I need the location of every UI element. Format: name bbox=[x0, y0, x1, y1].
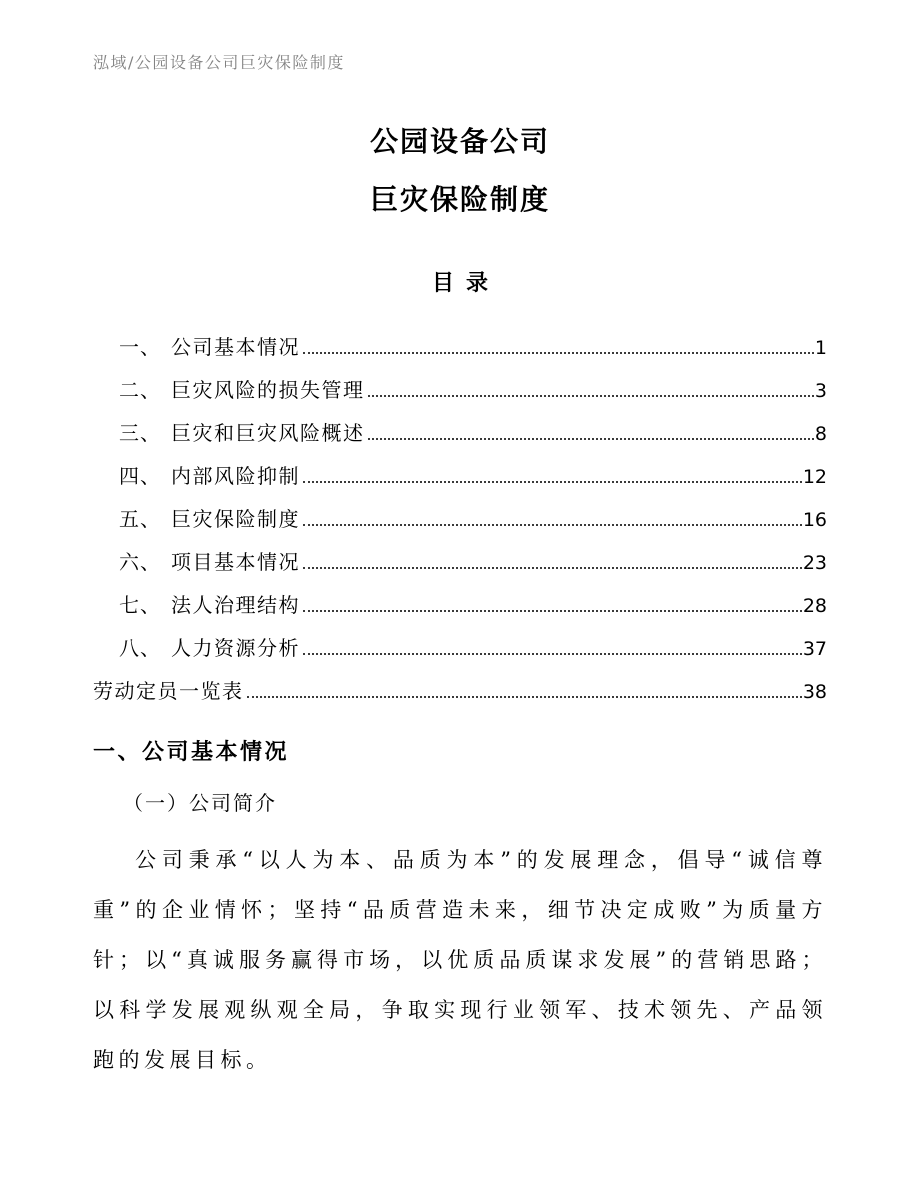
toc-page-number: 8 bbox=[814, 423, 827, 445]
page-header-text: 泓域/公园设备公司巨灾保险制度 bbox=[93, 53, 345, 72]
toc-page-number: 23 bbox=[802, 552, 827, 574]
toc-page-number: 16 bbox=[802, 509, 827, 531]
toc-page-number: 37 bbox=[802, 638, 827, 660]
toc-entry-numeral: 八、 bbox=[119, 636, 161, 660]
toc-entry-numeral: 六、 bbox=[119, 550, 161, 574]
toc-entry-label: 巨灾保险制度 bbox=[171, 507, 300, 531]
section-heading: 一、公司基本情况 bbox=[93, 739, 290, 765]
toc-leader-dots bbox=[368, 395, 814, 397]
toc-entry-label: 巨灾风险的损失管理 bbox=[171, 378, 365, 402]
toc-page-number: 3 bbox=[814, 380, 827, 402]
toc-leader-dots bbox=[303, 524, 802, 526]
doc-title-line2: 巨灾保险制度 bbox=[369, 183, 550, 216]
toc-leader-dots bbox=[303, 653, 802, 655]
toc-entry-label: 法人治理结构 bbox=[171, 593, 300, 617]
toc-entry[interactable] bbox=[93, 318, 827, 361]
toc-entry[interactable] bbox=[93, 662, 827, 705]
toc-entry[interactable] bbox=[93, 490, 827, 533]
doc-title-line1: 公园设备公司 bbox=[369, 125, 550, 158]
toc-entry-numeral: 一、 bbox=[119, 335, 161, 359]
toc-entry-numeral: 七、 bbox=[119, 593, 161, 617]
toc-entry[interactable] bbox=[93, 361, 827, 404]
toc-entry[interactable] bbox=[93, 404, 827, 447]
toc-page-number: 38 bbox=[802, 681, 827, 703]
toc-entry-label: 人力资源分析 bbox=[171, 636, 300, 660]
subsection-heading: （一）公司简介 bbox=[123, 791, 277, 815]
toc-leader-dots bbox=[247, 696, 802, 698]
toc-entry-label: 项目基本情况 bbox=[171, 550, 300, 574]
toc-entry-label: 内部风险抑制 bbox=[171, 464, 300, 488]
toc-leader-dots bbox=[303, 481, 802, 483]
toc-leader-dots bbox=[303, 352, 814, 354]
toc-entry-numeral: 二、 bbox=[119, 378, 161, 402]
toc-entry[interactable] bbox=[93, 533, 827, 576]
toc-heading: 目录 bbox=[431, 270, 500, 296]
toc-entry-numeral: 三、 bbox=[119, 421, 161, 445]
toc-page-number: 12 bbox=[802, 466, 827, 488]
toc-page-number: 1 bbox=[814, 337, 827, 359]
toc-page-number: 28 bbox=[802, 595, 827, 617]
toc-entry-numeral: 五、 bbox=[119, 507, 161, 531]
document-content bbox=[93, 124, 827, 1085]
toc-entry[interactable] bbox=[93, 576, 827, 619]
toc-leader-dots bbox=[368, 438, 814, 440]
toc-entry-numeral: 四、 bbox=[119, 464, 161, 488]
toc-leader-dots bbox=[303, 567, 802, 569]
toc-leader-dots bbox=[303, 610, 802, 612]
body-paragraph: 公司秉承“以人为本、品质为本”的发展理念，倡导“诚信尊重”的企业情怀；坚持“品质营造未来，细节决定成败”为质量方针；以“真诚服务赢得市场，以优质品质谋求发展”的营销思路；以科学发展观纵观全局，争取实现行业领军、技术领先、产品领跑的发展目标。 bbox=[93, 848, 827, 1072]
toc-entry[interactable] bbox=[93, 619, 827, 662]
toc-list bbox=[93, 318, 827, 705]
page-header bbox=[93, 52, 345, 74]
toc-entry-label: 劳动定员一览表 bbox=[93, 679, 244, 703]
toc-entry[interactable] bbox=[93, 447, 827, 490]
toc-entry-label: 公司基本情况 bbox=[171, 335, 300, 359]
toc-entry-label: 巨灾和巨灾风险概述 bbox=[171, 421, 365, 445]
